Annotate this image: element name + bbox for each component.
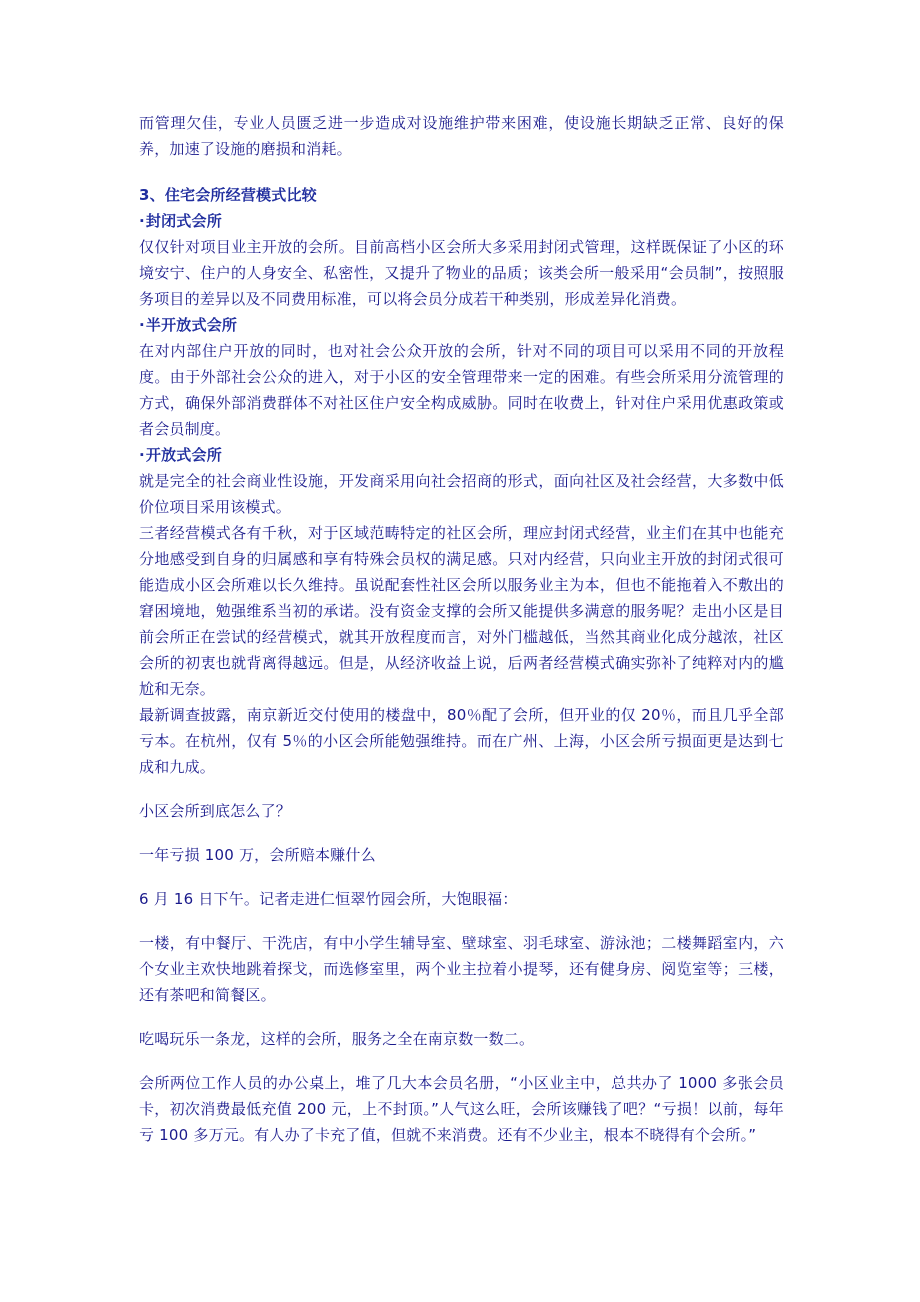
subheading-open-label: 开放式会所	[145, 446, 222, 464]
paragraph-maintenance: 而管理欠佳，专业人员匮乏进一步造成对设施维护带来困难，使设施长期缺乏正常、良好的保养，加速了设施的磨损和消耗。	[139, 114, 784, 158]
subheading-closed	[139, 208, 784, 234]
paragraph-date: 6 月 16 日下午。记者走进仁恒翠竹园会所，大饱眼福：	[139, 890, 518, 908]
paragraph-loss-title: 一年亏损 100 万，会所赔本赚什么	[139, 846, 376, 864]
subheading-semi-open-label: 半开放式会所	[145, 316, 238, 334]
bullet-icon: ·	[139, 446, 145, 464]
document-page	[139, 110, 784, 1148]
paragraph-office: 会所两位工作人员的办公桌上，堆了几大本会员名册，“小区业主中，总共办了 1000 多张会员卡，初次消费最低充值 200 元，上不封顶。”人气这么旺，会所该赚钱了吧？“亏损！以前，每年亏 100 多万元。有人办了卡充了值，但就不来消费。还有不少业主，根本不晓得有个会所。”	[139, 1074, 784, 1144]
paragraph-floors: 一楼，有中餐厅、干洗店，有中小学生辅导室、壁球室、羽毛球室、游泳池；二楼舞蹈室内，六个女业主欢快地跳着探戈，而选修室里，两个业主拉着小提琴，还有健身房、阅览室等；三楼，还有茶吧和简餐区。	[139, 934, 784, 1004]
paragraph-open: 就是完全的社会商业性设施，开发商采用向社会招商的形式，面向社区及社会经营，大多数中低价位项目采用该模式。	[139, 472, 784, 516]
bullet-icon: ·	[139, 316, 145, 334]
subheading-semi-open	[139, 312, 784, 338]
paragraph-question: 小区会所到底怎么了？	[139, 802, 292, 820]
paragraph-semi-open: 在对内部住户开放的同时，也对社会公众开放的会所，针对不同的项目可以采用不同的开放程度。由于外部社会公众的进入，对于小区的安全管理带来一定的困难。有些会所采用分流管理的方式，确保外部消费群体不对社区住户安全构成威胁。同时在收费上，针对住户采用优惠政策或者会员制度。	[139, 342, 784, 438]
subheading-open	[139, 442, 784, 468]
paragraph-services: 吃喝玩乐一条龙，这样的会所，服务之全在南京数一数二。	[139, 1030, 535, 1048]
section-heading-3: 3、住宅会所经营模式比较	[139, 186, 317, 204]
paragraph-comparison: 三者经营模式各有千秋，对于区域范畴特定的社区会所，理应封闭式经营，业主们在其中也能充分地感受到自身的归属感和享有特殊会员权的满足感。只对内经营，只向业主开放的封闭式很可能造成小区会所难以长久维持。虽说配套性社区会所以服务业主为本，但也不能拖着入不敷出的窘困境地，勉强维系当初的承诺。没有资金支撑的会所又能提供多满意的服务呢？走出小区是目前会所正在尝试的经营模式，就其开放程度而言，对外门槛越低，当然其商业化成分越浓，社区会所的初衷也就背离得越远。但是，从经济收益上说，后两者经营模式确实弥补了纯粹对内的尴尬和无奈。	[139, 524, 784, 698]
paragraph-survey: 最新调查披露，南京新近交付使用的楼盘中，80％配了会所，但开业的仅 20％，而且几乎全部亏本。在杭州，仅有 5％的小区会所能勉强维持。而在广州、上海，小区会所亏损面更是达到七成和九成。	[139, 706, 784, 776]
subheading-closed-label: 封闭式会所	[145, 212, 222, 230]
bullet-icon: ·	[139, 212, 145, 230]
paragraph-closed: 仅仅针对项目业主开放的会所。目前高档小区会所大多采用封闭式管理，这样既保证了小区的环境安宁、住户的人身安全、私密性，又提升了物业的品质；该类会所一般采用“会员制”，按照服务项目的差异以及不同费用标准，可以将会员分成若干种类别，形成差异化消费。	[139, 238, 784, 308]
